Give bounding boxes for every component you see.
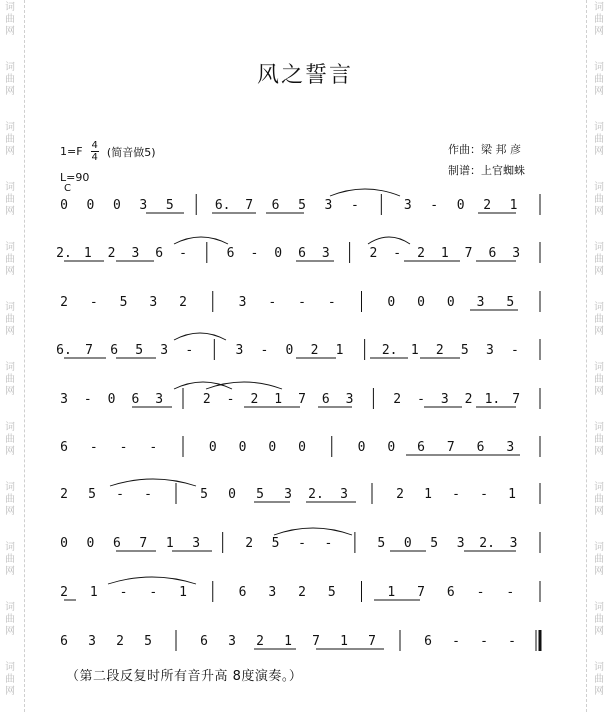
watermark-glyph: 词	[594, 62, 604, 73]
hold-dash: -	[452, 634, 460, 649]
score-note: 2	[116, 634, 124, 649]
watermark-glyph: 网	[594, 386, 604, 397]
watermark-glyph: 曲	[594, 434, 604, 445]
watermark-glyph-group	[592, 242, 606, 278]
score-note: 2	[435, 343, 444, 358]
score-note: 2	[60, 295, 68, 310]
watermark-glyph: 词	[5, 122, 15, 133]
watermark-glyph-group	[592, 2, 606, 38]
score-note: 0	[268, 440, 277, 455]
watermark-glyph: 词	[5, 602, 15, 613]
watermark-glyph: 曲	[5, 314, 15, 325]
score-note: 3	[476, 295, 485, 310]
score-note: 1	[335, 343, 344, 358]
hold-dash: -	[298, 295, 306, 310]
score-note: 1	[424, 487, 432, 502]
score-note: 3	[228, 634, 236, 649]
score-note: 6	[60, 440, 68, 455]
score-note: 0	[387, 440, 396, 455]
watermark-glyph: 曲	[594, 134, 604, 145]
score-note: 5	[271, 536, 280, 551]
watermark-glyph-group	[3, 182, 17, 218]
watermark-glyph: 网	[5, 26, 15, 37]
score-note: 7	[298, 392, 306, 407]
score-note: 6	[238, 585, 247, 600]
watermark-glyph-group	[592, 482, 606, 518]
watermark-glyph: 词	[5, 662, 15, 673]
watermark-glyph: 曲	[594, 494, 604, 505]
watermark-glyph: 网	[594, 326, 604, 337]
watermark-glyph-group	[3, 482, 17, 518]
score-note: 5	[377, 536, 386, 551]
score-note: 3	[192, 536, 201, 551]
watermark-glyph-group	[592, 542, 606, 578]
watermark-glyph: 网	[5, 506, 15, 517]
score-note: 1	[509, 198, 518, 213]
score-note: 3	[509, 536, 518, 551]
hold-dash: -	[119, 585, 128, 600]
watermark-glyph: 词	[594, 482, 604, 493]
score-note: 3	[155, 392, 164, 407]
watermark-glyph: 词	[5, 542, 15, 553]
watermark-glyph: 网	[5, 206, 15, 217]
hold-dash: -	[476, 585, 485, 600]
score-note: 2	[179, 295, 187, 310]
watermark-glyph-group	[592, 122, 606, 158]
watermark-glyph: 网	[5, 146, 15, 157]
hold-dash: -	[226, 392, 235, 407]
score-note: 0	[60, 198, 68, 213]
score-note: 2.	[56, 246, 72, 261]
watermark-glyph: 词	[5, 422, 15, 433]
chord-label: C	[64, 183, 71, 194]
key-signature	[60, 140, 156, 163]
watermark-glyph-group	[3, 242, 17, 278]
score-note: 5	[144, 634, 152, 649]
slur-arc	[368, 237, 410, 244]
score-note: 3	[160, 343, 169, 358]
watermark-glyph: 词	[5, 2, 15, 13]
hold-dash: -	[89, 440, 98, 455]
score-note: 5	[165, 198, 174, 213]
slur-arc	[108, 577, 196, 584]
watermark-glyph-group	[3, 422, 17, 458]
score-note: 0	[112, 198, 121, 213]
score-note: 0	[228, 487, 236, 502]
score-note: 7	[446, 440, 455, 455]
hold-dash: -	[324, 536, 333, 551]
score-note: 6	[298, 246, 306, 261]
score-note: 6	[155, 246, 164, 261]
slur-arc	[110, 479, 196, 486]
watermark-glyph: 曲	[5, 614, 15, 625]
watermark-glyph: 曲	[594, 194, 604, 205]
score-note: 3	[485, 343, 494, 358]
key-label: 1=F	[60, 145, 83, 158]
score-note: 1	[284, 634, 292, 649]
score-note: 6	[488, 246, 497, 261]
watermark-glyph: 曲	[594, 74, 604, 85]
watermark-glyph-group	[3, 542, 17, 578]
time-signature	[91, 140, 99, 163]
score-note: 1	[387, 585, 396, 600]
score-note: 1.	[484, 392, 501, 407]
watermark-glyph: 网	[5, 386, 15, 397]
hold-dash: -	[327, 295, 336, 310]
score-note: 1	[440, 246, 449, 261]
watermark-glyph: 网	[594, 26, 604, 37]
watermark-glyph: 网	[5, 686, 15, 697]
watermark-glyph: 曲	[5, 434, 15, 445]
score-note: 2	[298, 585, 306, 600]
watermark-glyph: 词	[5, 62, 15, 73]
score-note: 0	[86, 536, 95, 551]
hold-dash: -	[185, 343, 194, 358]
score-note: 2	[60, 585, 68, 600]
score-note: 6	[112, 536, 121, 551]
score-note: 5	[460, 343, 469, 358]
watermark-glyph: 词	[594, 542, 604, 553]
score-note: 6	[226, 246, 235, 261]
score-note: 0	[86, 198, 95, 213]
score-note: 6.	[214, 198, 231, 213]
watermark-glyph: 曲	[594, 314, 604, 325]
score-note: 7	[245, 198, 254, 213]
score-note: 1	[165, 536, 174, 551]
score-note: 0	[357, 440, 366, 455]
score-note: 0	[285, 343, 294, 358]
score-note: 1	[508, 487, 516, 502]
score-note: 6	[476, 440, 485, 455]
time-bottom: 4	[91, 152, 98, 163]
score-note: 2.	[479, 536, 495, 551]
watermark-glyph: 词	[594, 242, 604, 253]
hold-dash: -	[393, 246, 402, 261]
score-note: 5	[256, 487, 264, 502]
score-note: 5	[430, 536, 439, 551]
score-note: 0	[417, 295, 425, 310]
score-note: 2	[250, 392, 259, 407]
watermark-glyph: 网	[594, 566, 604, 577]
watermark-glyph: 曲	[594, 14, 604, 25]
watermark-glyph: 网	[594, 506, 604, 517]
score-note: 7	[85, 343, 93, 358]
score-note: 7	[368, 634, 376, 649]
score-note: 6	[110, 343, 119, 358]
hold-dash: -	[511, 343, 519, 358]
watermark-glyph: 曲	[5, 554, 15, 565]
watermark-glyph-group	[592, 362, 606, 398]
slur-arc	[174, 333, 226, 340]
watermark-glyph-group	[3, 602, 17, 638]
watermark-glyph: 词	[594, 362, 604, 373]
score-note: 3	[284, 487, 292, 502]
watermark-glyph-group	[3, 362, 17, 398]
score-note: 5	[119, 295, 128, 310]
score-note: 6	[446, 585, 455, 600]
watermark-glyph-group	[3, 662, 17, 698]
score-note: 2.	[381, 343, 398, 358]
watermark-glyph: 词	[5, 182, 15, 193]
watermark-glyph: 曲	[5, 674, 15, 685]
score-note: 3	[268, 585, 277, 600]
watermark-glyph: 曲	[5, 374, 15, 385]
hold-dash: -	[480, 487, 488, 502]
watermark-glyph-group	[3, 302, 17, 338]
watermark-glyph: 词	[5, 482, 15, 493]
slur-arc	[206, 382, 282, 389]
song-title: 风之誓言	[256, 63, 353, 88]
score-note: 3	[139, 198, 148, 213]
watermark-glyph: 网	[5, 566, 15, 577]
score-note: 0	[387, 295, 396, 310]
score-note: 2	[483, 198, 492, 213]
hold-dash: -	[417, 392, 425, 407]
score-note: 0	[238, 440, 247, 455]
watermark-glyph-group	[592, 662, 606, 698]
score-note: 0	[403, 536, 412, 551]
score-note: 0	[107, 392, 116, 407]
watermark-glyph: 网	[594, 266, 604, 277]
watermark-glyph-group	[592, 182, 606, 218]
hold-dash: -	[119, 440, 128, 455]
watermark-glyph: 网	[594, 86, 604, 97]
score-note: 6.	[56, 343, 72, 358]
performance-note: （第二段反复时所有音升高 8度演奏。）	[66, 669, 303, 684]
hold-dash: -	[506, 585, 515, 600]
score-note: 3	[88, 634, 96, 649]
score-note: 7	[417, 585, 425, 600]
watermark-glyph: 网	[594, 206, 604, 217]
hold-dash: -	[480, 634, 488, 649]
score-note: 3	[403, 198, 412, 213]
watermark-glyph: 曲	[594, 614, 604, 625]
watermark-glyph: 网	[594, 626, 604, 637]
slur-arc	[174, 382, 232, 389]
score-note: 3	[345, 392, 354, 407]
score-note: 2	[396, 487, 404, 502]
watermark-glyph-group	[592, 602, 606, 638]
score-note: 7	[512, 392, 521, 407]
watermark-glyph: 网	[594, 146, 604, 157]
score-note: 2	[310, 343, 319, 358]
score-note: 6	[321, 392, 330, 407]
hold-dash: -	[350, 198, 359, 213]
score-note: 5	[135, 343, 144, 358]
watermark-glyph: 词	[594, 302, 604, 313]
score-note: 3	[131, 246, 140, 261]
score-note: 1	[340, 634, 348, 649]
hold-dash: -	[260, 343, 269, 358]
tempo-marking: L=90	[60, 171, 90, 184]
score-note: 2	[245, 536, 254, 551]
watermark-glyph: 曲	[594, 674, 604, 685]
left-margin-line	[24, 0, 25, 712]
score-note: 2	[464, 392, 473, 407]
score-note: 6	[417, 440, 425, 455]
watermark-glyph: 网	[5, 266, 15, 277]
score-note: 6	[200, 634, 208, 649]
watermark-glyph: 网	[5, 326, 15, 337]
watermark-glyph-group	[3, 122, 17, 158]
slur-arc	[274, 528, 352, 535]
hold-dash: -	[83, 392, 92, 407]
watermark-glyph: 曲	[5, 14, 15, 25]
watermark-glyph: 曲	[5, 494, 15, 505]
hold-dash: -	[144, 487, 152, 502]
watermark-glyph-group	[592, 302, 606, 338]
score-note: 3	[238, 295, 247, 310]
watermark-glyph: 曲	[594, 554, 604, 565]
score-note: 0	[208, 440, 217, 455]
score-note: 3	[456, 536, 465, 551]
hold-dash: -	[116, 487, 124, 502]
score-note: 5	[88, 487, 96, 502]
watermark-glyph: 词	[5, 242, 15, 253]
watermark-glyph: 词	[594, 662, 604, 673]
score-note: 3	[235, 343, 244, 358]
hold-dash: -	[452, 487, 460, 502]
score-note: 2	[107, 246, 116, 261]
hold-dash: -	[179, 246, 187, 261]
watermark-glyph: 曲	[5, 134, 15, 145]
score-note: 2.	[308, 487, 324, 502]
hold-dash: -	[508, 634, 516, 649]
watermark-glyph-group	[3, 2, 17, 38]
watermark-glyph: 词	[594, 2, 604, 13]
watermark-glyph-group	[592, 422, 606, 458]
watermark-glyph: 词	[594, 422, 604, 433]
watermark-glyph: 网	[594, 686, 604, 697]
watermark-glyph: 词	[5, 302, 15, 313]
score-note: 3	[324, 198, 333, 213]
score-note: 6	[60, 634, 68, 649]
right-margin-line	[586, 0, 587, 712]
score-note: 7	[139, 536, 148, 551]
watermark-glyph: 曲	[5, 74, 15, 85]
score-note: 3	[60, 392, 68, 407]
score-note: 5	[327, 585, 336, 600]
score-note: 6	[271, 198, 280, 213]
score-note: 0	[274, 246, 283, 261]
score-note: 0	[60, 536, 68, 551]
score-note: 3	[506, 440, 515, 455]
watermark-glyph: 网	[5, 626, 15, 637]
score-note: 3	[512, 246, 521, 261]
watermark-glyph: 网	[5, 86, 15, 97]
score-note: 1	[179, 585, 187, 600]
watermark-glyph: 词	[5, 362, 15, 373]
score-note: 2	[369, 246, 378, 261]
score-note: 2	[202, 392, 211, 407]
score-note: 2	[60, 487, 68, 502]
score-note: 2	[417, 246, 425, 261]
score-note: 5	[200, 487, 208, 502]
slur-arc	[330, 189, 400, 196]
score-note: 6	[131, 392, 140, 407]
score-note: 1	[89, 585, 98, 600]
score-note: 5	[298, 198, 306, 213]
hold-dash: -	[149, 440, 158, 455]
score-note: 0	[298, 440, 306, 455]
score-note: 3	[340, 487, 348, 502]
score-note: 1	[83, 246, 92, 261]
watermark-glyph: 词	[594, 122, 604, 133]
score-note: 6	[424, 634, 432, 649]
hold-dash: -	[89, 295, 98, 310]
score-note: 5	[506, 295, 515, 310]
score-note: 7	[464, 246, 473, 261]
score-note: 1	[274, 392, 283, 407]
watermark-glyph: 曲	[594, 254, 604, 265]
score-note: 3	[440, 392, 449, 407]
score-note: 1	[410, 343, 419, 358]
score-note: 0	[446, 295, 455, 310]
hold-dash: -	[430, 198, 439, 213]
hold-dash: -	[298, 536, 306, 551]
slur-arc	[174, 237, 228, 244]
score-note: 2	[256, 634, 264, 649]
watermark-glyph: 词	[594, 182, 604, 193]
composer-credit: 作曲：梁 邦 彦	[448, 143, 521, 156]
hold-dash: -	[268, 295, 277, 310]
hold-dash: -	[250, 246, 259, 261]
key-note: (简音做5)	[106, 145, 156, 159]
watermark-glyph: 网	[594, 446, 604, 457]
time-top: 4	[91, 140, 98, 151]
score-note: 2	[393, 392, 402, 407]
watermark-glyph: 词	[594, 602, 604, 613]
watermark-glyph: 曲	[594, 374, 604, 385]
watermark-glyph: 网	[5, 446, 15, 457]
arranger-credit: 制谱：上官蜘蛛	[448, 164, 525, 177]
score-note: 3	[149, 295, 158, 310]
watermark-glyph: 曲	[5, 254, 15, 265]
score-note: 7	[312, 634, 320, 649]
score-note: 3	[321, 246, 330, 261]
hold-dash: -	[149, 585, 158, 600]
score-note: 0	[456, 198, 465, 213]
watermark-glyph: 曲	[5, 194, 15, 205]
